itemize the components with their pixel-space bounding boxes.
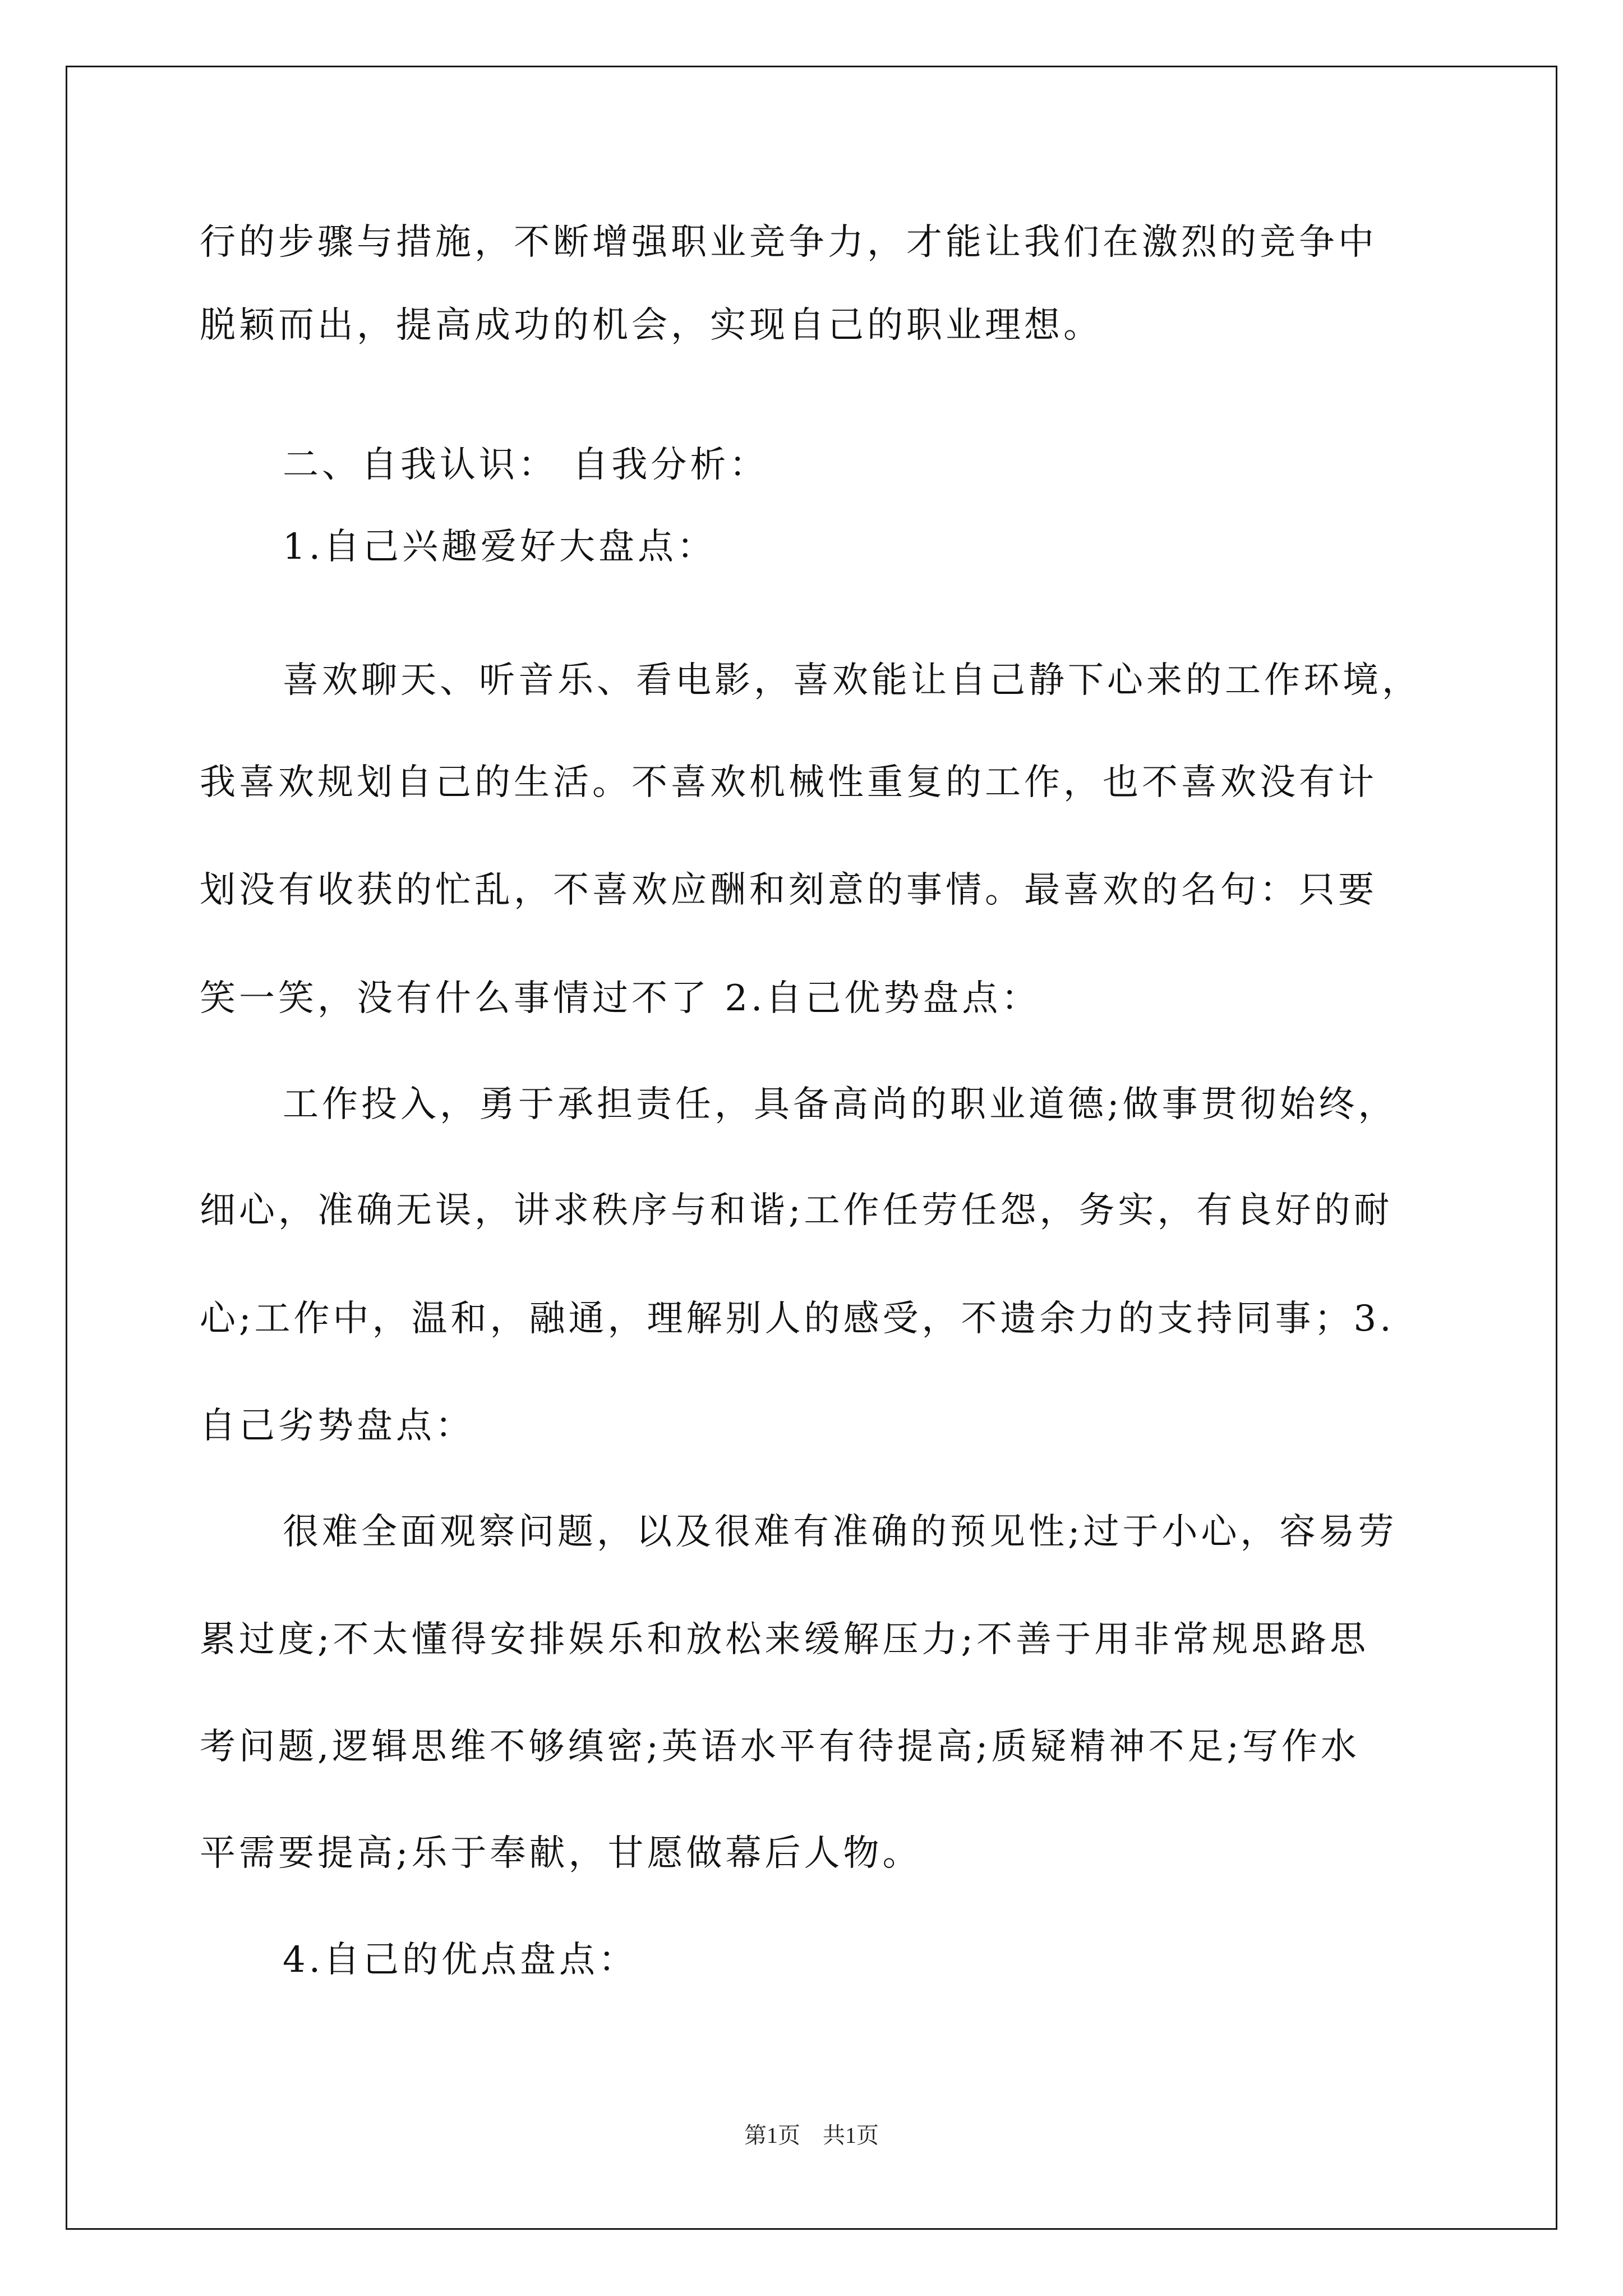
subsection-heading: 4.自己的优点盘点： <box>283 1939 638 1981</box>
page-number: 第1页 共1页 <box>744 2123 879 2148</box>
text-line: 划没有收获的忙乱，不喜欢应酬和刻意的事情。最喜欢的名句：只要 <box>200 869 1377 911</box>
page-border <box>66 66 1557 2230</box>
text-line: 累过度;不太懂得安排娱乐和放松来缓解压力;不善于用非常规思路思 <box>200 1619 1370 1660</box>
subsection-heading: 自己劣势盘点： <box>200 1405 474 1447</box>
text-line: 工作投入，勇于承担责任，具备高尚的职业道德;做事贯彻始终， <box>283 1084 1398 1125</box>
text-line: 平需要提高;乐于奉献，甘愿做幕后人物。 <box>200 1833 922 1874</box>
text-line: 细心，准确无误，讲求秩序与和谐;工作任劳任怨，务实，有良好的耐 <box>200 1190 1393 1231</box>
text-line: 考问题,逻辑思维不够缜密;英语水平有待提高;质疑精神不足;写作水 <box>200 1726 1361 1768</box>
subsection-heading: 1.自己兴趣爱好大盘点： <box>283 526 717 568</box>
text-line: 心;工作中，温和，融通，理解别人的感受，不遗余力的支持同事；3. <box>200 1298 1395 1340</box>
section-heading: 二、自我认识： 自我分析： <box>283 444 769 486</box>
text-line: 很难全面观察问题，以及很难有准确的预见性;过于小心，容易劳 <box>283 1511 1398 1553</box>
text-line: 笑一笑，没有什么事情过不了 2.自己优势盘点： <box>200 978 1041 1019</box>
text-line: 行的步骤与措施，不断增强职业竞争力，才能让我们在激烈的竞争中 <box>200 222 1377 263</box>
text-line: 喜欢聊天、听音乐、看电影，喜欢能让自己静下心来的工作环境， <box>283 660 1421 701</box>
text-line: 我喜欢规划自己的生活。不喜欢机械性重复的工作，也不喜欢没有计 <box>200 762 1377 803</box>
text-line: 脱颖而出，提高成功的机会，实现自己的职业理想。 <box>200 305 1103 346</box>
